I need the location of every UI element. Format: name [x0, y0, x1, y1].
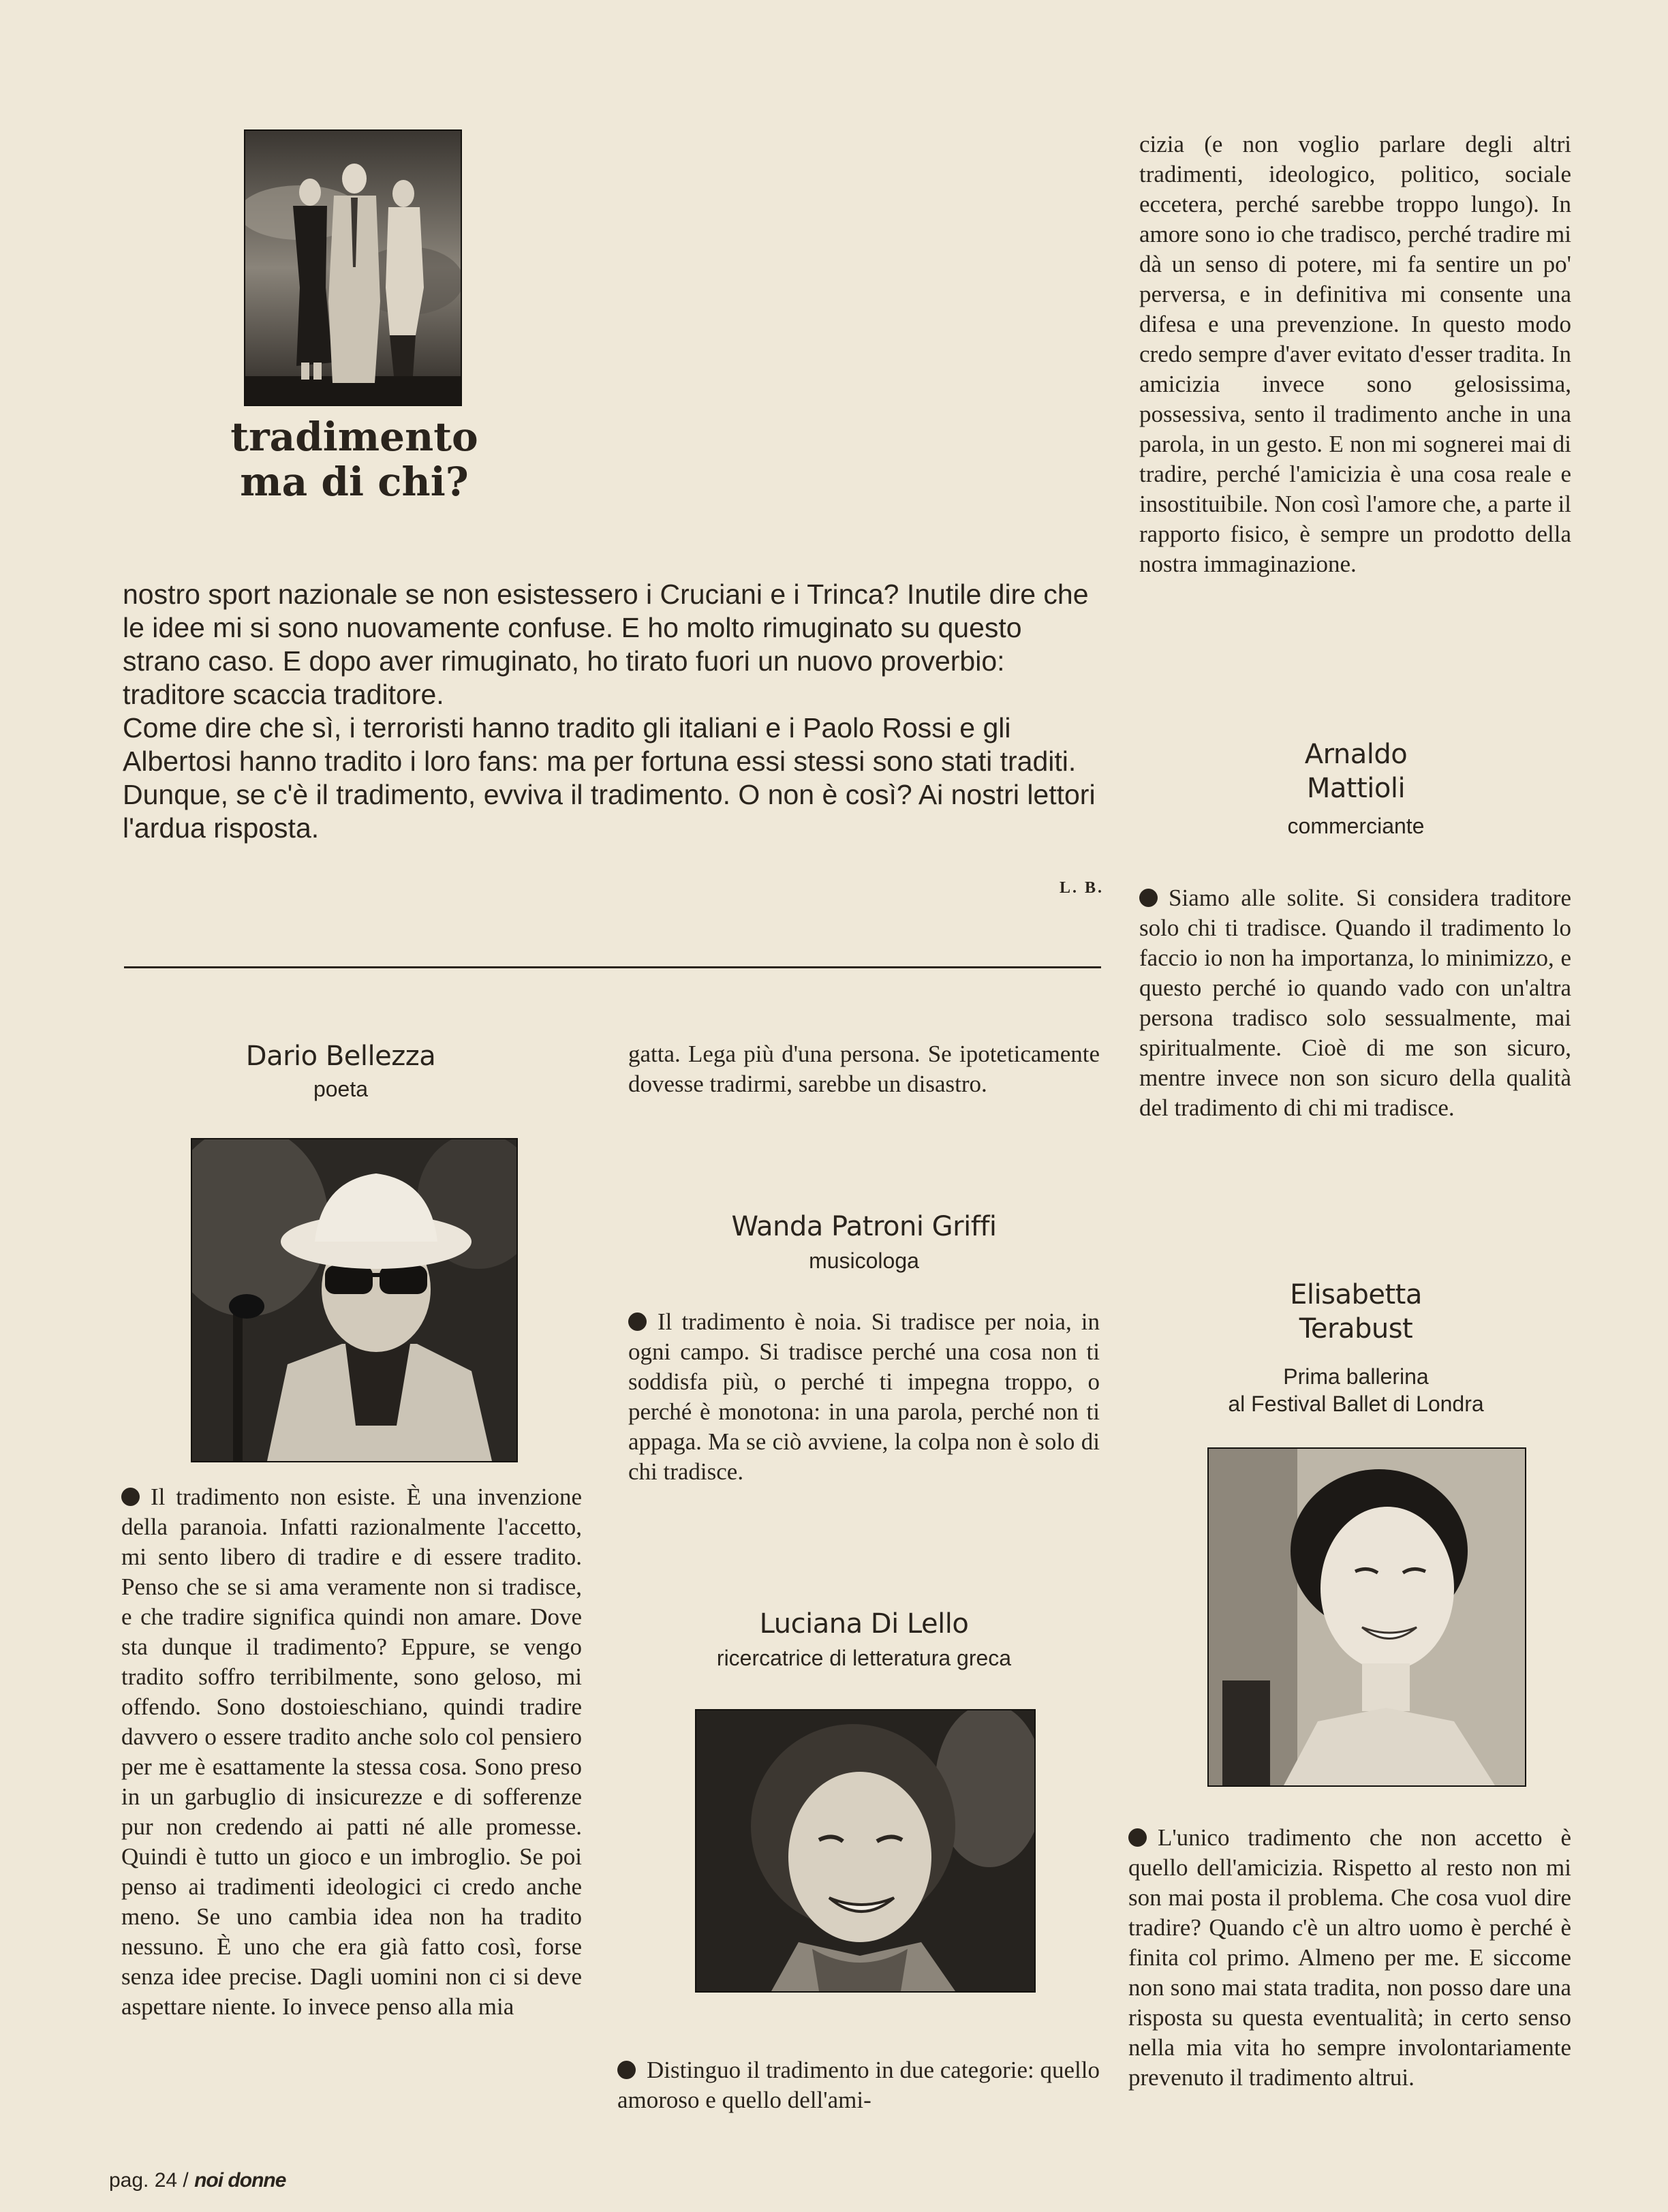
section-divider [124, 966, 1101, 968]
intro-text [123, 578, 1104, 845]
interviewee-name-line-1: Elisabetta [1290, 1279, 1422, 1310]
page-footer [109, 2169, 518, 2192]
answer-text-continued: gatta. Lega più d'una persona. Se ipoteticamente dovesse tradirmi, sarebbe un disastro. [628, 1041, 1100, 1097]
answer-terabust [1128, 1823, 1571, 2093]
answer-bellezza-continued [628, 1039, 1100, 1099]
signature: L. B. [1059, 879, 1104, 897]
interviewee-role-line-1: Prima ballerina [1283, 1364, 1429, 1389]
interviewee-role: ricercatrice di letteratura greca [716, 1646, 1012, 1670]
answer-text: Siamo alle solite. Si considera traditore solo chi ti tradisce. Quando il tradimento lo faccio io non ha importanza, lo minimizzo, e questo perché io quando vado con un'altra persona tradisco solo sessualmente, mai spiritualmente. Cioè di me son sicuro, mentre invece non son sicuro della qualità del tradimento di chi mi tradisce. [1139, 885, 1571, 1121]
bullet-icon [617, 2061, 636, 2079]
headline [204, 414, 504, 504]
interviewee-role: musicologa [809, 1248, 919, 1273]
portrait-photo-di-lello [695, 1709, 1036, 1993]
interviewee-name-line-2: Terabust [1299, 1313, 1413, 1345]
bullet-icon [628, 1312, 647, 1331]
interviewee-name [1158, 1278, 1554, 1346]
answer-bellezza [121, 1482, 582, 2022]
interviewee-name: Wanda Patroni Griffi [731, 1211, 997, 1242]
answer-text: Il tradimento è noia. Si tradisce per noia, in ogni campo. Si tradisce perché una cosa non ti soddisfa più, o perché ti impegna troppo, o perché è monotona: in una parola, perché non ti appaga. Ma se ciò avviene, la colpa non è solo di chi tradisce. [628, 1308, 1100, 1485]
answer-mattioli [1139, 883, 1571, 1123]
interviewee-name-line-2: Mattioli [1306, 773, 1406, 804]
portrait-photo-bellezza [191, 1138, 518, 1462]
interviewee-role-line-2: al Festival Ballet di Londra [1228, 1392, 1484, 1416]
answer-patroni-griffi [628, 1307, 1100, 1487]
answer-text-continued: cizia (e non voglio parlare degli altri tradimenti, ideologico, politico, sociale eccetera, perché sarebbe troppo lungo). In amore sono io che tradisco, perché tradire mi dà un senso di potere, mi fa sentire un po' perversa, e in definitiva mi consente una difesa e una prevenzione. In questo modo credo sempre d'aver evitato d'esser tradita. In amicizia invece sono gelosissima, possessiva, sento il tradimento anche in una parola, in un gesto. E non mi sognerei mai di tradire, perché l'amicizia è una cosa reale e insostituibile. Non così l'amore che, a parte il rapporto fisico, è sempre un prodotto della nostra immaginazione. [1139, 131, 1571, 577]
interviewee-name: Luciana Di Lello [759, 1608, 969, 1640]
answer-text: Distinguo il tradimento in due categorie: quello amoroso e quello dell'ami- [617, 2057, 1100, 2113]
answer-di-lello-continued [1139, 129, 1571, 579]
bullet-icon [1128, 1828, 1147, 1847]
magazine-name: noi donne [194, 2169, 286, 2192]
answer-text: L'unico tradimento che non accetto è quello dell'amicizia. Rispetto al resto non mi son mai posta il problema. Che cosa vuol dire tradire? Quando c'è un altro uomo è perché è finita col primo. Almeno per me. E siccome non sono mai stata tradita, non posso dare una risposta su questa eventualità; in certo senso nella mia vita ho sempre involontariamente prevenuto il tradimento altrui. [1128, 1824, 1571, 2091]
portrait-photo-terabust [1207, 1447, 1526, 1787]
answer-text: Il tradimento non esiste. È una invenzione della paranoia. Infatti razionalmente l'accetto, mi sento libero di tradire e di essere tradito. Penso che se si ama veramente non si tradisce, e che tradire significa quindi non amare. Dove sta dunque il tradimento? Eppure, se vengo tradito soffro terribilmente, sono geloso, mi offendo. Sono dostoieschiano, quindi tradire davvero o essere tradito anche solo col pensiero per me è esattamente la stessa cosa. Sono preso in un garbuglio di insicurezze e di sofferenze pur non credendo ai patti né alle promesse. Quindi è tutto un gioco e un imbroglio. Se poi penso ai tradimenti ideologici ci credo anche meno. Se uno cambia idea non ha tradito nessuno. È uno che era già fatto così, forse senza idee precise. Dagli uomini non ci si deve aspettare niente. Io invece penso alla mia [121, 1484, 582, 2020]
interviewee-name [1158, 737, 1554, 805]
interviewee-role: poeta [313, 1077, 369, 1101]
header-photo [244, 129, 462, 406]
bullet-icon [121, 1488, 140, 1506]
page-number: pag. 24 / [109, 2169, 189, 2192]
intro-paragraph: nostro sport nazionale se non esistessero i Cruciani e i Trinca? Inutile dire che le idee mi si sono nuovamente confuse. E ho molto rimuginato su questo strano caso. E dopo aver rimuginato, ho tirato fuori un nuovo proverbio: traditore scaccia traditore. [123, 579, 1089, 710]
intro-paragraph: Come dire che sì, i terroristi hanno tradito gli italiani e i Paolo Rossi e gli Albertosi hanno tradito i loro fans: ma per fortuna essi stessi sono stati traditi. Dunque, se c'è il tradimento, evviva il tradimento. O non è così? Ai nostri lettori l'ardua risposta. [123, 712, 1096, 844]
interviewee-name-line-1: Arnaldo [1304, 739, 1408, 770]
headline-line-2: ma di chi? [240, 459, 469, 505]
headline-line-1: tradimento [230, 414, 478, 460]
interviewee-name: Dario Bellezza [245, 1041, 436, 1072]
bullet-icon [1139, 889, 1158, 907]
answer-di-lello [617, 2055, 1100, 2115]
interviewee-role: commerciante [1287, 814, 1425, 838]
interviewee-role [1158, 1363, 1554, 1417]
